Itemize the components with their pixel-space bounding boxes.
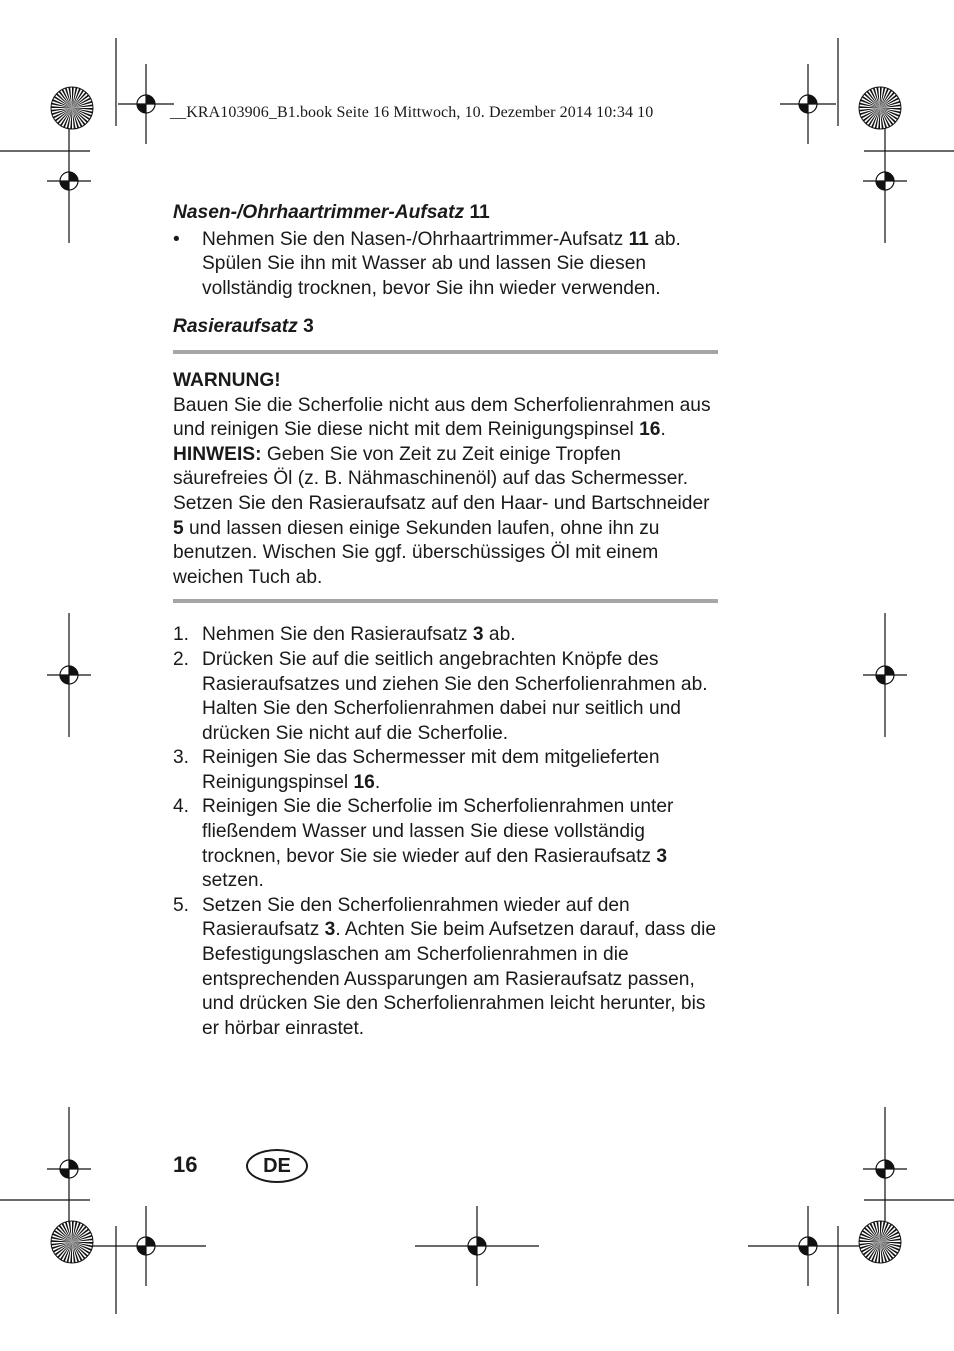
warning-box <box>173 369 718 590</box>
list-item: • Nehmen Sie den Nasen-/Ohrhaartrimmer-Aufsatz 11 ab. Spülen Sie ihn mit Wasser ab und lassen Sie diesen vollständig trocknen, bevor Sie ihn wieder verwenden. <box>173 228 681 299</box>
list-item: 1. Nehmen Sie den Rasieraufsatz 3 ab. <box>173 624 516 646</box>
list-item: 2. Drücken Sie auf die seitlich angebrachten Knöpfe des Rasieraufsatzes und ziehen Sie den Scherfolienrahmen ab. Halten Sie den Scherfolienrahmen dabei nur seitlich und drücken Sie nicht auf die Scherfolie. <box>173 648 708 744</box>
list-item: 3. Reinigen Sie das Schermesser mit dem mitgelieferten Reinigungspinsel 16. <box>173 747 660 793</box>
print-header: __KRA103906_B1.book Seite 16 Mittwoch, 10. Dezember 2014 10:34 10 <box>170 104 654 121</box>
page-number: 16 <box>173 1152 198 1177</box>
list-item: 4. Reinigen Sie die Scherfolie im Scherfolienrahmen unter fließendem Wasser und lassen Sie diese vollständig trocknen, bevor Sie sie wieder auf den Rasieraufsatz 3 setzen. <box>173 796 674 892</box>
page-content <box>173 201 718 1041</box>
list-item: 5. Setzen Sie den Scherfolienrahmen wieder auf den Rasieraufsatz 3. Achten Sie beim Aufsetzen darauf, dass die Befestigungslaschen am Scherfolienrahmen in die entsprechenden Aussparungen am Rasieraufsatz passen, und drücken Sie den Scherfolienrahmen leicht herunter, bis er hörbar einrastet. <box>173 894 717 1039</box>
divider <box>173 350 718 354</box>
warning-title: WARNUNG! <box>173 369 281 391</box>
language-badge: DE <box>246 1149 308 1183</box>
cleaning-steps <box>173 623 718 1041</box>
section-title-shaver: Rasieraufsatz 3 <box>173 316 314 338</box>
section-title-nose-trimmer: Nasen-/Ohrhaartrimmer-Aufsatz 11 <box>173 202 490 223</box>
hint-text: HINWEIS: Geben Sie von Zeit zu Zeit einige Tropfen säurefreies Öl (z. B. Nähmaschinenöl) auf das Schermesser. Setzen Sie den Rasieraufsatz auf den Haar- und Bartschneider 5 und lassen diesen einige Sekunden laufen, ohne ihn zu benutzen. Wischen Sie ggf. überschüssiges Öl mit einem weichen Tuch ab. <box>173 443 710 588</box>
divider <box>173 599 718 603</box>
warning-text: Bauen Sie die Scherfolie nicht aus dem Scherfolienrahmen aus und reinigen Sie diese nicht mit dem Reinigungspinsel 16. <box>173 394 711 441</box>
